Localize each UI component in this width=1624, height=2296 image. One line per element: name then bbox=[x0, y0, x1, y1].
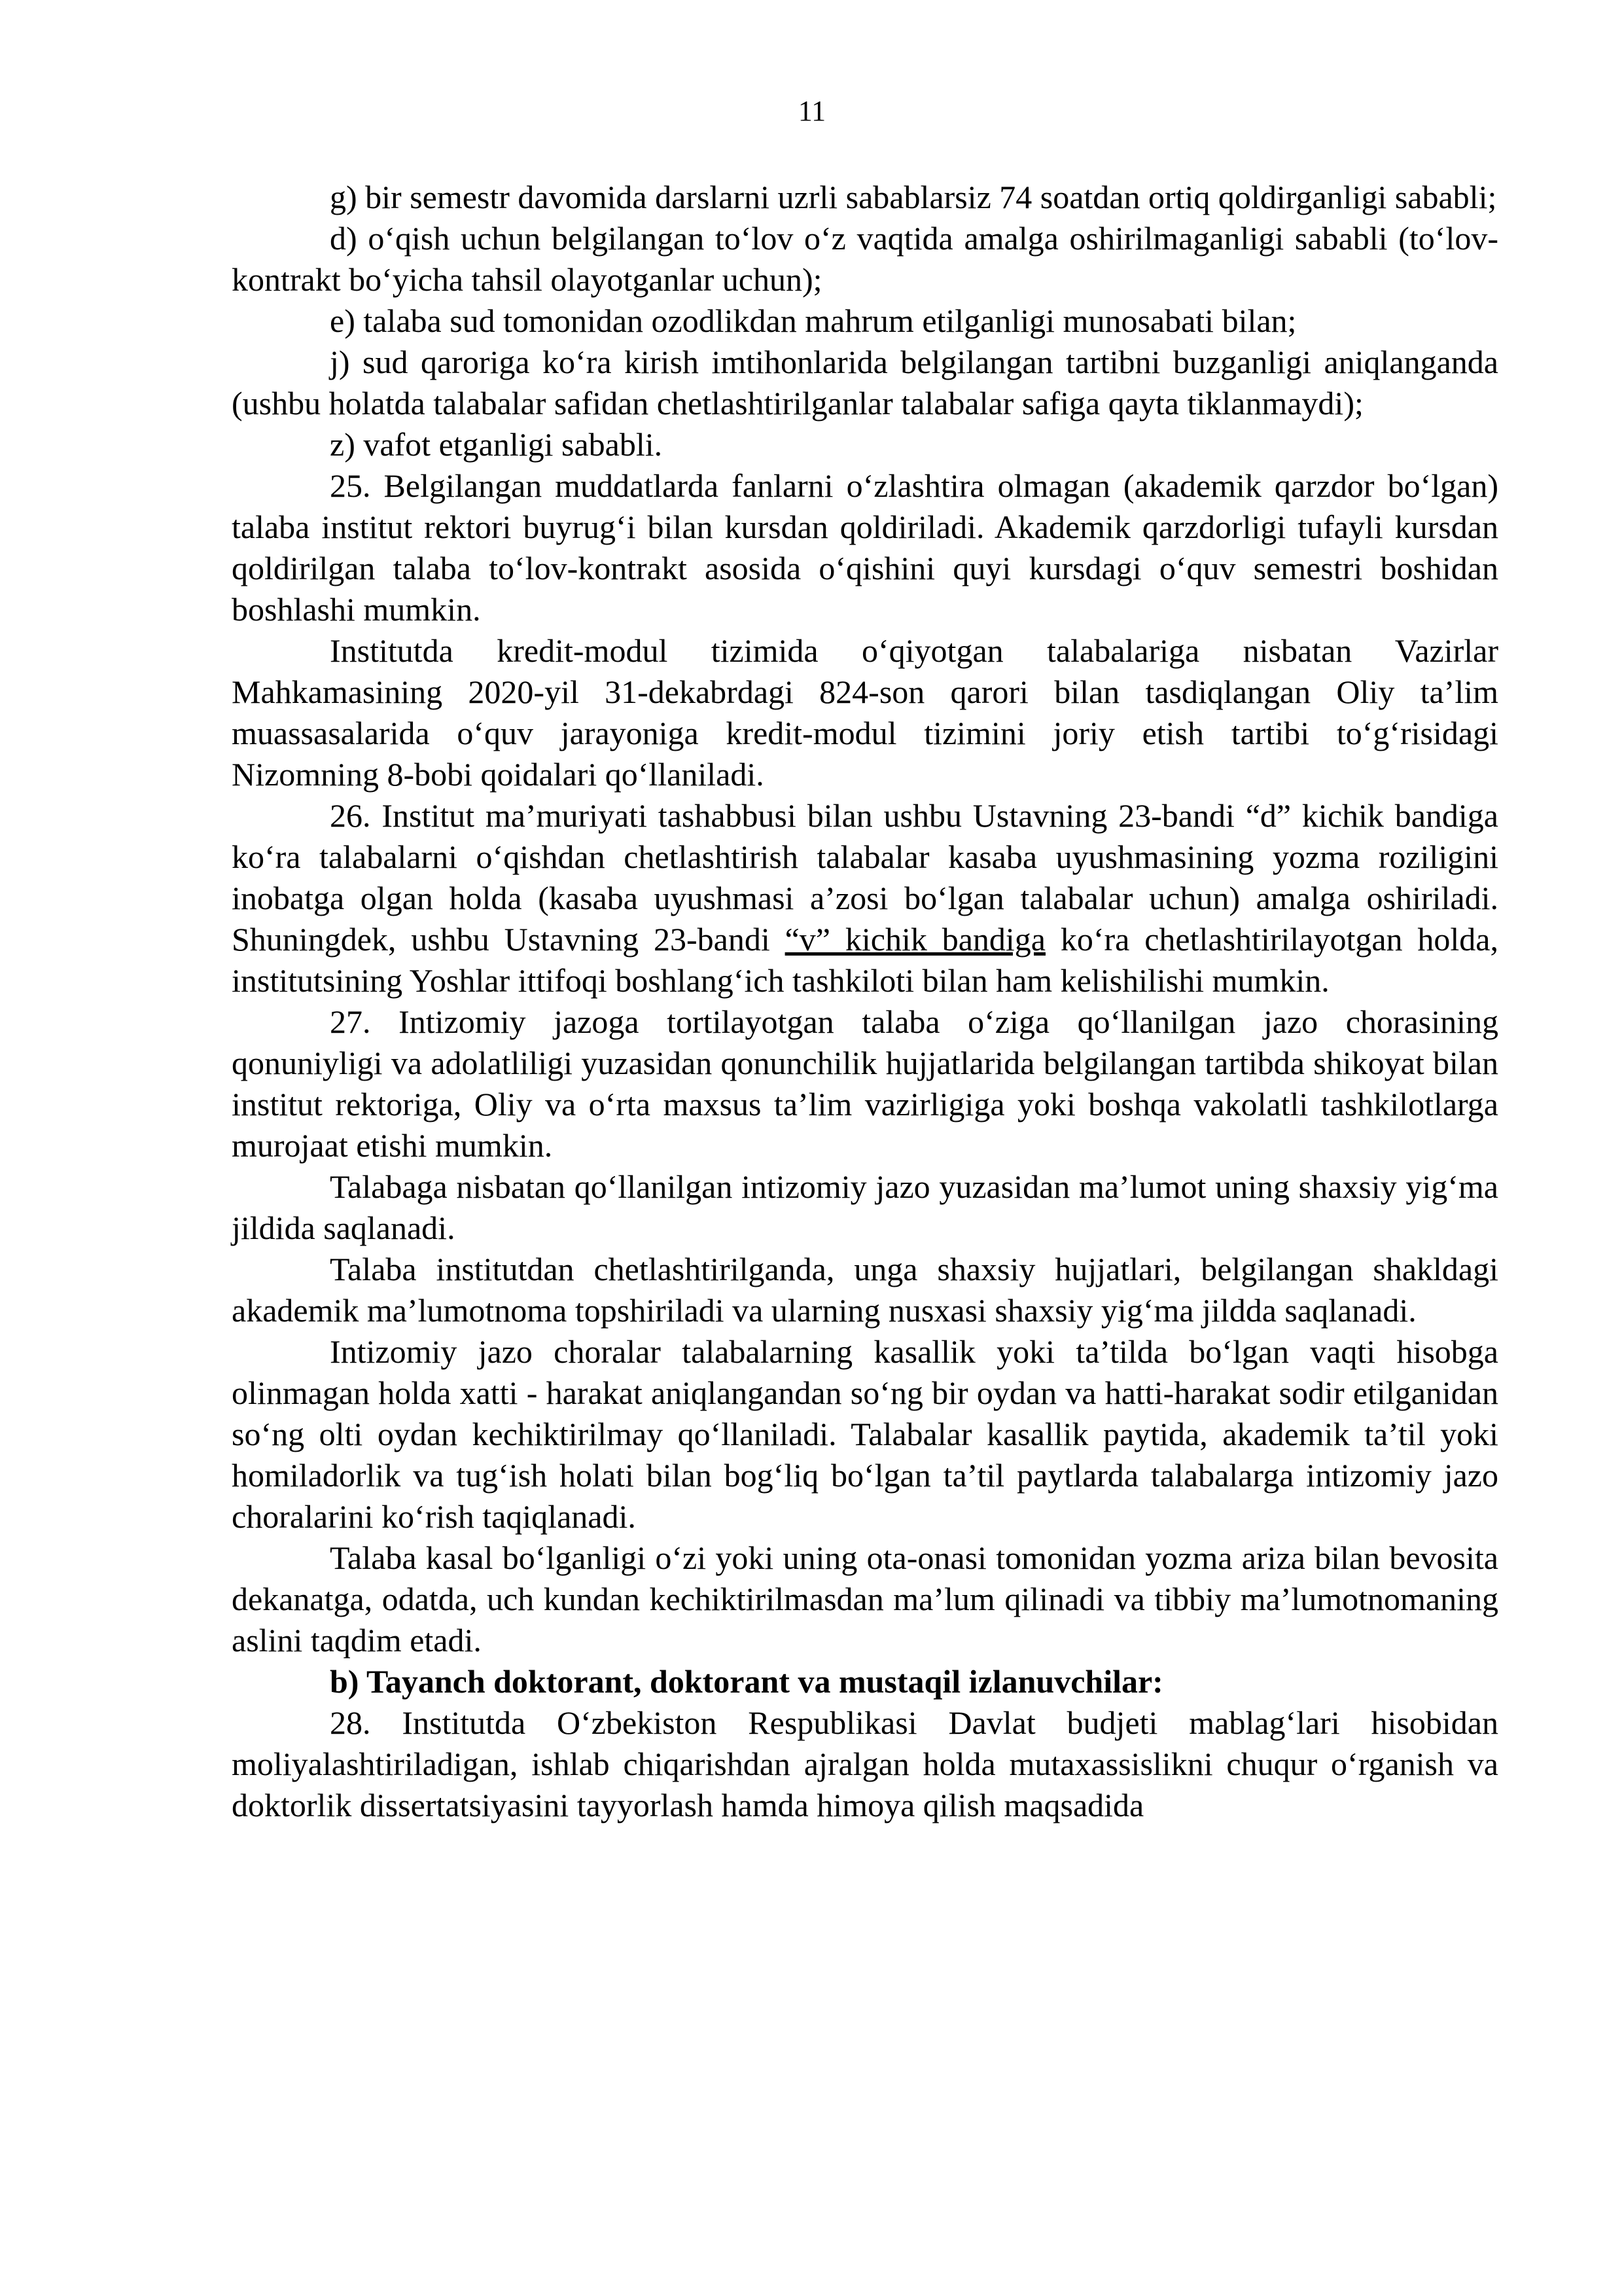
paragraph-26-underlined-reference: “v” kichik bandiga bbox=[785, 921, 1046, 958]
paragraph-disciplinary-timing: Intizomiy jazo choralar talabalarning kasallik yoki ta’tilda bo‘lgan vaqti hisobga olinmagan holda xatti - harakat aniqlangandan so‘ng bir oydan va hatti-harakat sodir etilganidan so‘ng olti oydan kechiktirilmay qo‘llaniladi. Talabalar kasallik paytida, akademik ta’til yoki homiladorlik va tug‘ish holati bilan bog‘liq bo‘lgan ta’til paytlarda talabalarga intizomiy jazo choralarini ko‘rish taqiqlanadi. bbox=[232, 1333, 1498, 1535]
paragraph-26 bbox=[232, 795, 1498, 1001]
paragraph-25: 25. Belgilangan muddatlarda fanlarni o‘zlashtira olmagan (akademik qarzdor bo‘lgan) talaba institut rektori buyrug‘i bilan kursdan qoldiriladi. Akademik qarzdorligi tufayli kursdan qoldirilgan talaba to‘lov-kontrakt asosida o‘qishini quyi kursdagi o‘quv semestri boshidan boshlashi mumkin. bbox=[232, 467, 1498, 628]
paragraph-27: 27. Intizomiy jazoga tortilayotgan talaba o‘ziga qo‘llanilgan jazo chorasining qonuniyligi va adolatliligi yuzasidan qonunchilik hujjatlarida belgilangan tartibda shikoyat bilan institut rektoriga, Oliy va o‘rta maxsus ta’lim vazirligiga yoki boshqa vakolatli tashkilotlarga murojaat etishi mumkin. bbox=[232, 1003, 1498, 1164]
paragraph-26-text-start: 26. Institut ma’muriyati tashabbusi bilan ushbu Ustavning 23-bandi “d” kichik bandiga ko‘ra talabalarni o‘qishdan chetlashtirish talabalar kasaba uyushmasining yozma roziligini inobatga olgan holda (kasaba uyushmasi a’zosi bo‘lgan talabalar uchun) amalga oshiriladi. Shuningdek, ushbu Ustavning 23-bandi bbox=[232, 797, 1498, 958]
paragraph-sick-notice: Talaba kasal bo‘lganligi o‘zi yoki uning ota-onasi tomonidan yozma ariza bilan bevosita dekanatga, odatda, uch kundan kechiktirilmasdan ma’lum qilinadi va tibbiy ma’lumotnomaning aslini taqdim etadi. bbox=[232, 1539, 1498, 1659]
paragraph-26-text-end: ko‘ra chetlashtirilayotgan holda, institutsining Yoshlar ittifoqi boshlang‘ich tashkiloti bilan ham kelishilishi mumkin. bbox=[232, 921, 1498, 999]
paragraph-e: e) talaba sud tomonidan ozodlikdan mahrum etilganligi munosabati bilan; bbox=[330, 302, 1297, 339]
paragraph-expulsion-documents: Talaba institutdan chetlashtirilganda, unga shaxsiy hujjatlari, belgilangan shakldagi akademik ma’lumotnoma topshiriladi va ularning nusxasi shaxsiy yig‘ma jildda saqlanadi. bbox=[232, 1251, 1498, 1329]
paragraph-z: z) vafot etganligi sababli. bbox=[330, 426, 663, 463]
paragraph-disciplinary-record: Talabaga nisbatan qo‘llanilgan intizomiy jazo yuzasidan ma’lumot uning shaxsiy yig‘ma jildida saqlanadi. bbox=[232, 1168, 1498, 1246]
paragraph-j: j) sud qaroriga ko‘ra kirish imtihonlarida belgilangan tartibni buzganligi aniqlanganda (ushbu holatda talabalar safidan chetlashtirilganlar talabalar safiga qayta tiklanmaydi); bbox=[232, 344, 1498, 422]
paragraph-d: d) o‘qish uchun belgilangan to‘lov o‘z vaqtida amalga oshirilmaganligi sababli (to‘lov-kontrakt bo‘yicha tahsil olayotganlar uchun); bbox=[232, 220, 1498, 298]
page-number: 11 bbox=[798, 95, 826, 127]
paragraph-28: 28. Institutda O‘zbekiston Respublikasi Davlat budjeti mablag‘lari hisobidan moliyalashtiriladigan, ishlab chiqarishdan ajralgan holda mutaxassislikni chuqur o‘rganish va doktorlik dissertatsiyasini tayyorlash hamda himoya qilish maqsadida bbox=[232, 1704, 1498, 1823]
document-body bbox=[232, 177, 1498, 1826]
paragraph-credit-module: Institutda kredit-modul tizimida o‘qiyotgan talabalariga nisbatan Vazirlar Mahkamasining 2020-yil 31-dekabrdagi 824-son qarori bilan tasdiqlangan Oliy ta’lim muassasalarida o‘quv jarayoniga kredit-modul tizimini joriy etish tartibi to‘g‘risidagi Nizomning 8-bobi qoidalari qo‘llaniladi. bbox=[232, 632, 1498, 793]
paragraph-g: g) bir semestr davomida darslarni uzrli sabablarsiz 74 soatdan ortiq qoldirganligi sababli; bbox=[330, 179, 1497, 215]
section-heading: b) Tayanch doktorant, doktorant va mustaqil izlanuvchilar: bbox=[330, 1663, 1163, 1700]
